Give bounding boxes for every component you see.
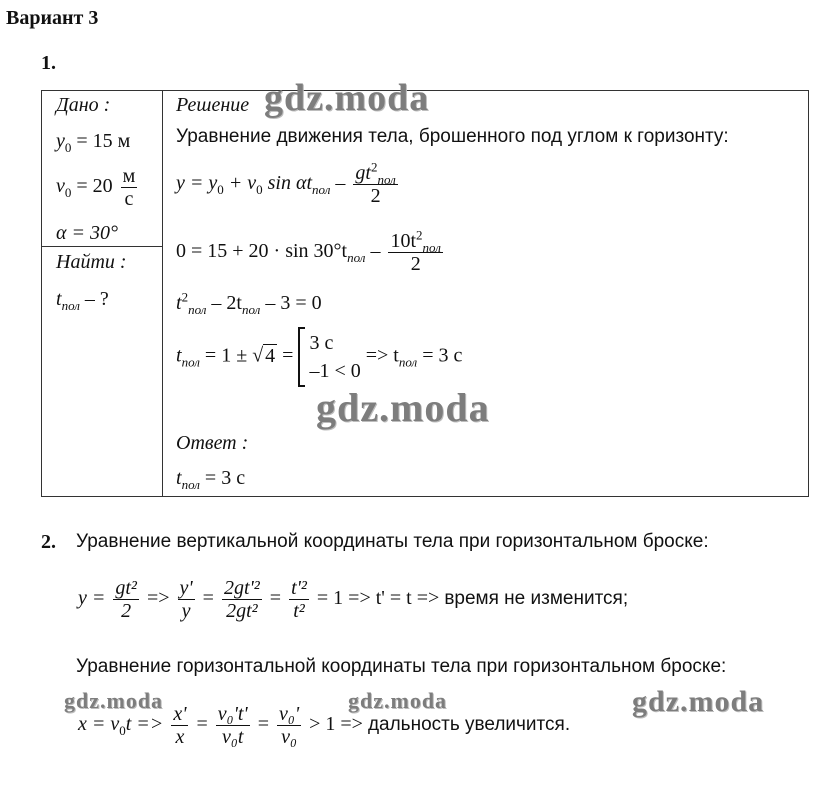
watermark: gdz.moda (264, 77, 430, 119)
cases-bracket (298, 327, 305, 387)
equation-horizontal: $x = v_0t$ => $\frac{x'}{x}$ = $\frac{\text{v₀'t'}}{\text{v₀t}}$ = $\frac{\text{v₀'}}{\text{v₀}}$ > 1 => дальность увеличится. (78, 703, 571, 748)
given-alpha: α = 30° (56, 222, 118, 244)
watermark: gdz.moda (316, 385, 490, 430)
answer-heading: Ответ : (176, 432, 249, 454)
task2-text-vertical: Уравнение вертикальной координаты тела при горизонтальном броске: (76, 531, 709, 552)
equation-vertical: y = $\frac{\text{gt²}}{2}$ => $\frac{y'}{y}$ = $\frac{\text{2gt'²}}{\text{2gt²}}$ = $\frac{\text{t'²}}{\text{t²}}$ = 1 => t' = t => время не изменится; (78, 577, 629, 622)
solution-table (41, 90, 809, 497)
table-divider-horizontal (41, 246, 162, 247)
page-title: Вариант 3 (6, 7, 99, 29)
solution-intro: Уравнение движения тела, брошенного под углом к горизонту: (176, 126, 729, 147)
find-item: $t_{пол}$ – ? (56, 288, 109, 313)
equation-motion: $y = y_0 + v_0$ $\sin \alpha t_{пол}$ – $\frac{gt^2_{пол}}{2}$ (176, 159, 396, 207)
equation-quadratic: $t^2_{пол} - 2t_{пол} - 3 = 0$ (176, 289, 322, 317)
equation-substituted: $0 = 15 + 20 \cdot \sin 30^\circ t_{пол}$ – $\frac{10t^2_{пол}}{2}$ (176, 227, 441, 275)
given-heading: Дано : (56, 94, 111, 116)
answer-value: $t_{пол} = 3$ с (176, 467, 246, 492)
equation-roots: $t_{пол} = 1$ ± √ 4 = 3 с –1 < 0 => $t_{пол} = 3$ с (176, 327, 462, 387)
table-divider-vertical (162, 90, 163, 496)
task2-number: 2. (41, 531, 56, 553)
given-v0: $v_0 = 20$ $\frac{м}{с}$ (56, 165, 136, 210)
watermark: gdz.moda (64, 688, 164, 713)
task2-text-horizontal: Уравнение горизонтальной координаты тела при горизонтальном броске: (76, 656, 727, 677)
watermark: gdz.moda (632, 685, 765, 718)
task1-number: 1. (41, 52, 56, 74)
given-y0: $y_0 = 15$ м (56, 130, 131, 155)
solution-heading: Решение (176, 94, 250, 116)
find-heading: Найти : (56, 251, 127, 273)
watermark: gdz.moda (348, 688, 448, 713)
